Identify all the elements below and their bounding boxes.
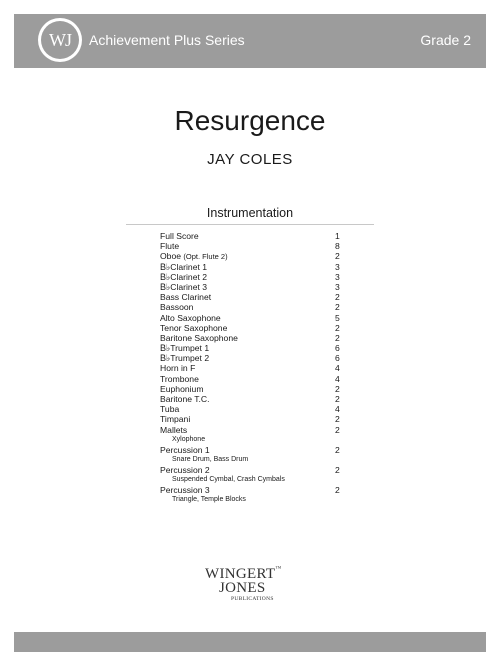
- instrument-quantity: 3: [335, 281, 340, 292]
- instrument-quantity: 6: [335, 343, 340, 354]
- instrument-name: [160, 404, 179, 414]
- instrument-label: Timpani: [160, 414, 191, 425]
- piece-title: Resurgence: [174, 105, 326, 136]
- instrument-name: [160, 292, 211, 302]
- instrument-row: [160, 231, 345, 241]
- instrument-row: [160, 343, 345, 353]
- trademark-symbol: ™: [275, 566, 282, 572]
- instrument-row: [160, 414, 345, 424]
- instrument-label: Bassoon: [160, 302, 194, 313]
- instrument-name: [160, 445, 210, 455]
- instrument-detail: Snare Drum, Bass Drum: [172, 455, 249, 463]
- instrument-quantity: 2: [335, 394, 340, 404]
- instrument-quantity: 3: [335, 261, 340, 272]
- grade-label: Grade 2: [420, 32, 471, 48]
- instrument-quantity: 4: [335, 373, 340, 384]
- publisher-logo-publications: PUBLICATIONS: [231, 596, 274, 602]
- series-name: Achievement Plus Series: [89, 32, 245, 48]
- instrument-name: [160, 272, 207, 282]
- instrument-row: [160, 251, 345, 261]
- instrument-name: [160, 343, 209, 353]
- instrument-name: [160, 363, 195, 373]
- instrument-name: [160, 374, 199, 384]
- instrument-row: [160, 425, 345, 435]
- instrument-name: [160, 414, 190, 424]
- instrument-name: [160, 241, 179, 251]
- instrument-name: [160, 313, 221, 323]
- instrument-row: [160, 333, 345, 343]
- header-bar: [14, 14, 486, 68]
- instrument-quantity: 4: [335, 363, 340, 374]
- instrument-row: [160, 485, 345, 495]
- instrument-quantity: 2: [335, 322, 340, 333]
- wj-logo-text: WJ: [41, 21, 79, 59]
- instrument-row: [160, 465, 345, 475]
- instrument-row: [160, 445, 345, 455]
- instrument-quantity: 2: [335, 383, 340, 394]
- flat-symbol: B♭: [160, 343, 171, 354]
- instrument-name: [160, 465, 210, 475]
- instrument-row: [160, 282, 345, 292]
- instrument-quantity: 2: [335, 292, 340, 303]
- flat-symbol: B♭: [160, 261, 171, 272]
- instrument-label: Trumpet 1: [170, 343, 210, 354]
- instrumentation-divider: [126, 224, 374, 225]
- instrument-label: Percussion 1: [160, 444, 210, 455]
- instrument-row: [160, 404, 345, 414]
- instrument-name: [160, 333, 238, 343]
- instrument-name: [160, 485, 210, 495]
- instrument-note: (Opt. Flute 2): [183, 252, 228, 262]
- instrument-label: Percussion 2: [160, 464, 210, 475]
- instrument-label: Clarinet 3: [170, 281, 208, 292]
- instrument-row: [160, 394, 345, 404]
- publisher-logo-wingert: WINGERT: [205, 566, 276, 582]
- instrument-label: Baritone T.C.: [160, 394, 210, 404]
- instrument-quantity: 3: [335, 271, 340, 282]
- instrument-quantity: 2: [335, 444, 340, 455]
- instrument-label: Alto Saxophone: [160, 312, 221, 323]
- instrument-name: [160, 251, 228, 261]
- instrument-detail: Xylophone: [172, 435, 206, 443]
- instrument-quantity: 5: [335, 312, 340, 323]
- instrument-label: Baritone Saxophone: [160, 332, 238, 343]
- instrument-label: Tuba: [160, 404, 180, 415]
- instrument-label: Trumpet 2: [170, 353, 210, 364]
- instrument-row: [160, 262, 345, 272]
- instrument-label: Flute: [160, 241, 180, 252]
- flat-symbol: B♭: [160, 271, 171, 282]
- instrument-quantity: 2: [335, 302, 340, 313]
- instrument-quantity: 6: [335, 353, 340, 364]
- instrument-name: [160, 394, 210, 404]
- flat-symbol: B♭: [160, 353, 171, 364]
- instrument-label: Bass Clarinet: [160, 292, 212, 303]
- instrument-label: Tenor Saxophone: [160, 322, 228, 333]
- instrument-label: Oboe: [160, 251, 182, 262]
- flat-symbol: B♭: [160, 281, 171, 292]
- instrument-row: [160, 313, 345, 323]
- instrument-row: [160, 272, 345, 282]
- instrument-row: [160, 353, 345, 363]
- instrument-quantity: 2: [335, 484, 340, 495]
- instrument-name: [160, 231, 199, 241]
- instrumentation-heading: Instrumentation: [206, 206, 294, 220]
- composer-name: JAY COLES: [207, 151, 293, 168]
- instrument-row: [160, 363, 345, 373]
- instrument-name: [160, 262, 207, 272]
- publisher-logo: [205, 566, 297, 606]
- instrument-name: [160, 384, 203, 394]
- instrument-name: [160, 282, 207, 292]
- instrument-quantity: 8: [335, 241, 340, 252]
- instrument-row: [160, 292, 345, 302]
- instrument-row: [160, 302, 345, 312]
- instrument-label: Mallets: [160, 424, 188, 435]
- instrument-row: [160, 241, 345, 251]
- instrumentation-list: [160, 231, 345, 505]
- instrument-detail: Suspended Cymbal, Crash Cymbals: [172, 475, 285, 483]
- instrument-label: Clarinet 2: [170, 271, 208, 282]
- instrument-label: Percussion 3: [160, 484, 210, 495]
- instrument-quantity: 4: [335, 404, 340, 415]
- publisher-logo-jones: JONES: [219, 580, 266, 596]
- wj-logo: [38, 18, 82, 62]
- instrument-label: Clarinet 1: [170, 261, 208, 272]
- instrument-quantity: 2: [335, 424, 340, 435]
- instrument-row: [160, 323, 345, 333]
- instrument-quantity: 2: [335, 332, 340, 343]
- instrument-name: [160, 302, 193, 312]
- footer-bar: [14, 632, 486, 652]
- instrument-label: Horn in F: [160, 363, 196, 374]
- instrument-row: [160, 384, 345, 394]
- instrument-name: [160, 323, 227, 333]
- instrument-row: [160, 374, 345, 384]
- instrument-label: Full Score: [160, 231, 199, 241]
- instrument-name: [160, 353, 209, 363]
- instrument-quantity: 2: [335, 414, 340, 425]
- instrument-quantity: 1: [335, 231, 340, 241]
- instrument-detail: Triangle, Temple Blocks: [172, 495, 246, 503]
- instrument-label: Trombone: [160, 373, 199, 384]
- instrument-label: Euphonium: [160, 383, 204, 394]
- instrument-quantity: 2: [335, 464, 340, 475]
- instrument-quantity: 2: [335, 251, 340, 262]
- instrument-name: [160, 425, 187, 435]
